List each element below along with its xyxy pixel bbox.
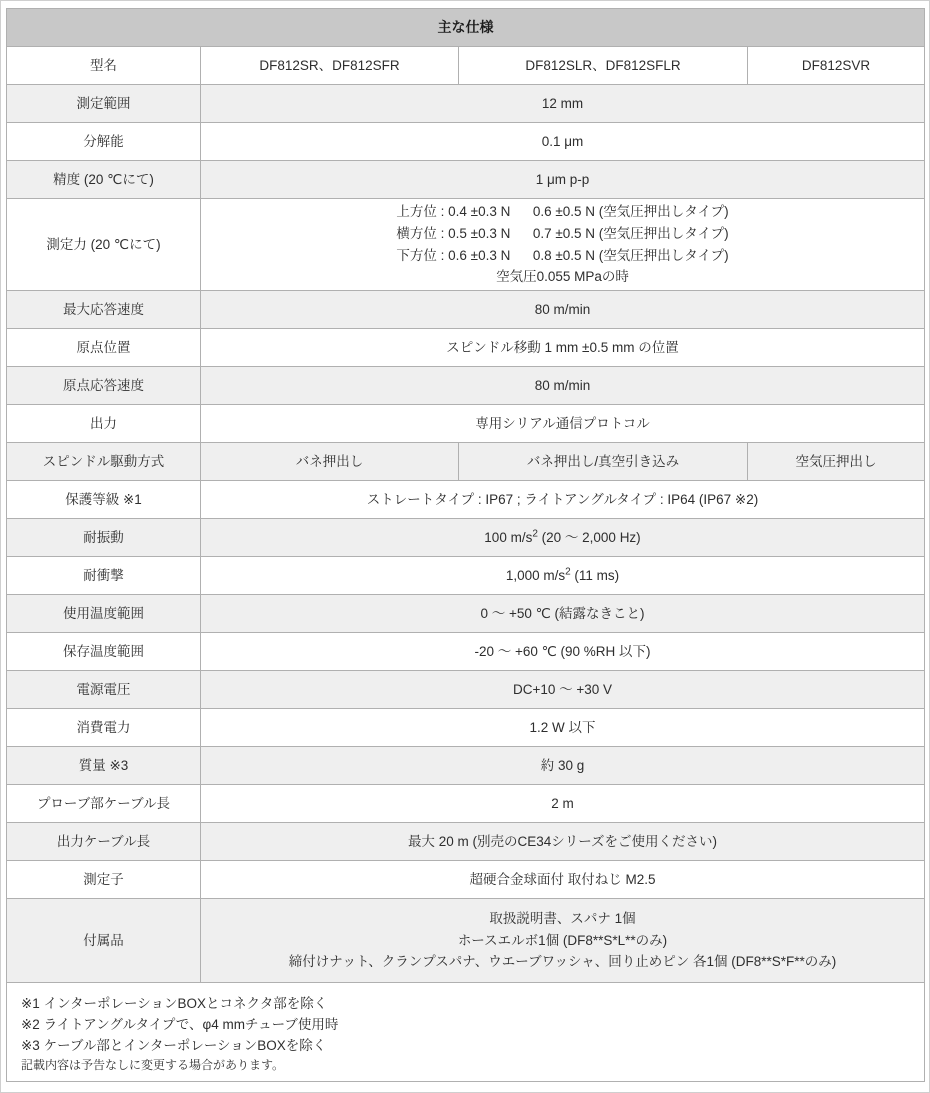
spec-label-model: 型名 bbox=[7, 47, 201, 85]
spec-value: 12 mm bbox=[201, 85, 925, 123]
disclaimer-text: 記載内容は予告なしに変更する場合があります。 bbox=[21, 1058, 285, 1072]
row-output bbox=[7, 405, 925, 443]
spec-label: 保護等級 ※1 bbox=[7, 481, 201, 519]
spec-table bbox=[6, 8, 925, 1082]
row-probe-cable-length bbox=[7, 785, 925, 823]
row-spindle-drive bbox=[7, 443, 925, 481]
spec-label: 原点応答速度 bbox=[7, 367, 201, 405]
spec-value-multiline bbox=[201, 199, 925, 291]
row-mass bbox=[7, 747, 925, 785]
row-origin-position bbox=[7, 329, 925, 367]
spec-label: 出力 bbox=[7, 405, 201, 443]
shock-pre: 1,000 m/s bbox=[505, 567, 566, 583]
row-measuring-force bbox=[7, 199, 925, 291]
spec-label: 測定子 bbox=[7, 861, 201, 899]
row-origin-response-speed bbox=[7, 367, 925, 405]
row-storage-temp bbox=[7, 633, 925, 671]
spec-value: 2 m bbox=[201, 785, 925, 823]
row-power-consumption bbox=[7, 709, 925, 747]
spec-label: 最大応答速度 bbox=[7, 291, 201, 329]
spec-label: 使用温度範囲 bbox=[7, 595, 201, 633]
shock-exponent: 2 bbox=[565, 566, 571, 578]
spec-value-multiline bbox=[201, 899, 925, 983]
spec-value: 0.1 μm bbox=[201, 123, 925, 161]
row-output-cable-length bbox=[7, 823, 925, 861]
row-vibration-resistance bbox=[7, 519, 925, 557]
row-max-response-speed bbox=[7, 291, 925, 329]
vibration-pre: 100 m/s bbox=[484, 529, 533, 545]
row-resolution bbox=[7, 123, 925, 161]
spec-value: 0 ～ +50 ℃ (結露なきこと) bbox=[201, 595, 925, 633]
spec-label: 原点位置 bbox=[7, 329, 201, 367]
spec-label: 電源電圧 bbox=[7, 671, 201, 709]
spec-value-superscript bbox=[201, 557, 925, 595]
vibration-post: (20 ～ 2,000 Hz) bbox=[537, 529, 641, 545]
spec-label: 耐振動 bbox=[7, 519, 201, 557]
spec-value: 80 m/min bbox=[201, 367, 925, 405]
row-footnotes bbox=[7, 983, 925, 1082]
force-line-air: 空気圧0.055 MPaの時 bbox=[496, 269, 629, 285]
spec-label: 測定範囲 bbox=[7, 85, 201, 123]
spec-label: 精度 (20 ℃にて) bbox=[7, 161, 201, 199]
footnote-2: ※2 ライトアングルタイプで、φ4 mmチューブ使用時 bbox=[21, 1017, 339, 1032]
row-accessories bbox=[7, 899, 925, 983]
force-line-down: 下方位 : 0.6 ±0.3 N 0.8 ±0.5 N (空気圧押出しタイプ) bbox=[396, 247, 729, 263]
spec-value-model-3: DF812SVR bbox=[748, 47, 925, 85]
spec-value-superscript bbox=[201, 519, 925, 557]
row-operating-temp bbox=[7, 595, 925, 633]
spec-value-spindle-3: 空気圧押出し bbox=[748, 443, 925, 481]
spec-value: スピンドル移動 1 mm ±0.5 mm の位置 bbox=[201, 329, 925, 367]
spec-label-spindle: スピンドル駆動方式 bbox=[7, 443, 201, 481]
footnote-3: ※3 ケーブル部とインターポレーションBOXを除く bbox=[21, 1038, 327, 1053]
row-measuring-range bbox=[7, 85, 925, 123]
spec-label: プローブ部ケーブル長 bbox=[7, 785, 201, 823]
spec-value: 最大 20 m (別売のCE34シリーズをご使用ください) bbox=[201, 823, 925, 861]
spec-value: 超硬合金球面付 取付ねじ M2.5 bbox=[201, 861, 925, 899]
spec-value: ストレートタイプ : IP67 ; ライトアングルタイプ : IP64 (IP67 ※2) bbox=[201, 481, 925, 519]
footnotes-cell bbox=[7, 983, 925, 1082]
row-stylus bbox=[7, 861, 925, 899]
row-title bbox=[7, 9, 925, 47]
spec-label: 消費電力 bbox=[7, 709, 201, 747]
spec-value-model-2: DF812SLR、DF812SFLR bbox=[459, 47, 748, 85]
spec-value-model-1: DF812SR、DF812SFR bbox=[201, 47, 459, 85]
force-line-side: 横方位 : 0.5 ±0.3 N 0.7 ±0.5 N (空気圧押出しタイプ) bbox=[396, 225, 729, 241]
spec-value-spindle-2: バネ押出し/真空引き込み bbox=[459, 443, 748, 481]
table-title: 主な仕様 bbox=[7, 9, 925, 47]
spec-label: 測定力 (20 ℃にて) bbox=[7, 199, 201, 291]
spec-value: 1.2 W 以下 bbox=[201, 709, 925, 747]
row-accuracy bbox=[7, 161, 925, 199]
spec-value: 専用シリアル通信プロトコル bbox=[201, 405, 925, 443]
row-protection-rating bbox=[7, 481, 925, 519]
spec-label: 付属品 bbox=[7, 899, 201, 983]
spec-label: 保存温度範囲 bbox=[7, 633, 201, 671]
spec-value: 1 μm p-p bbox=[201, 161, 925, 199]
vibration-exponent: 2 bbox=[532, 528, 538, 540]
spec-label: 分解能 bbox=[7, 123, 201, 161]
accessories-line-1: 取扱説明書、スパナ 1個 bbox=[489, 911, 636, 927]
accessories-line-3: 締付けナット、クランプスパナ、ウエーブワッシャ、回り止めピン 各1個 (DF8**S*F**のみ) bbox=[288, 954, 837, 970]
spec-value-spindle-1: バネ押出し bbox=[201, 443, 459, 481]
row-power-voltage bbox=[7, 671, 925, 709]
footnote-1: ※1 インターポレーションBOXとコネクタ部を除く bbox=[21, 996, 328, 1011]
force-line-up: 上方位 : 0.4 ±0.3 N 0.6 ±0.5 N (空気圧押出しタイプ) bbox=[396, 204, 729, 220]
spec-value: DC+10 ～ +30 V bbox=[201, 671, 925, 709]
spec-value: -20 ～ +60 ℃ (90 %RH 以下) bbox=[201, 633, 925, 671]
row-model bbox=[7, 47, 925, 85]
spec-label: 耐衝撃 bbox=[7, 557, 201, 595]
accessories-line-2: ホースエルボ1個 (DF8**S*L**のみ) bbox=[457, 932, 668, 948]
spec-label: 出力ケーブル長 bbox=[7, 823, 201, 861]
spec-value: 80 m/min bbox=[201, 291, 925, 329]
shock-post: (11 ms) bbox=[570, 567, 620, 583]
spec-value: 約 30 g bbox=[201, 747, 925, 785]
spec-label: 質量 ※3 bbox=[7, 747, 201, 785]
row-shock-resistance bbox=[7, 557, 925, 595]
